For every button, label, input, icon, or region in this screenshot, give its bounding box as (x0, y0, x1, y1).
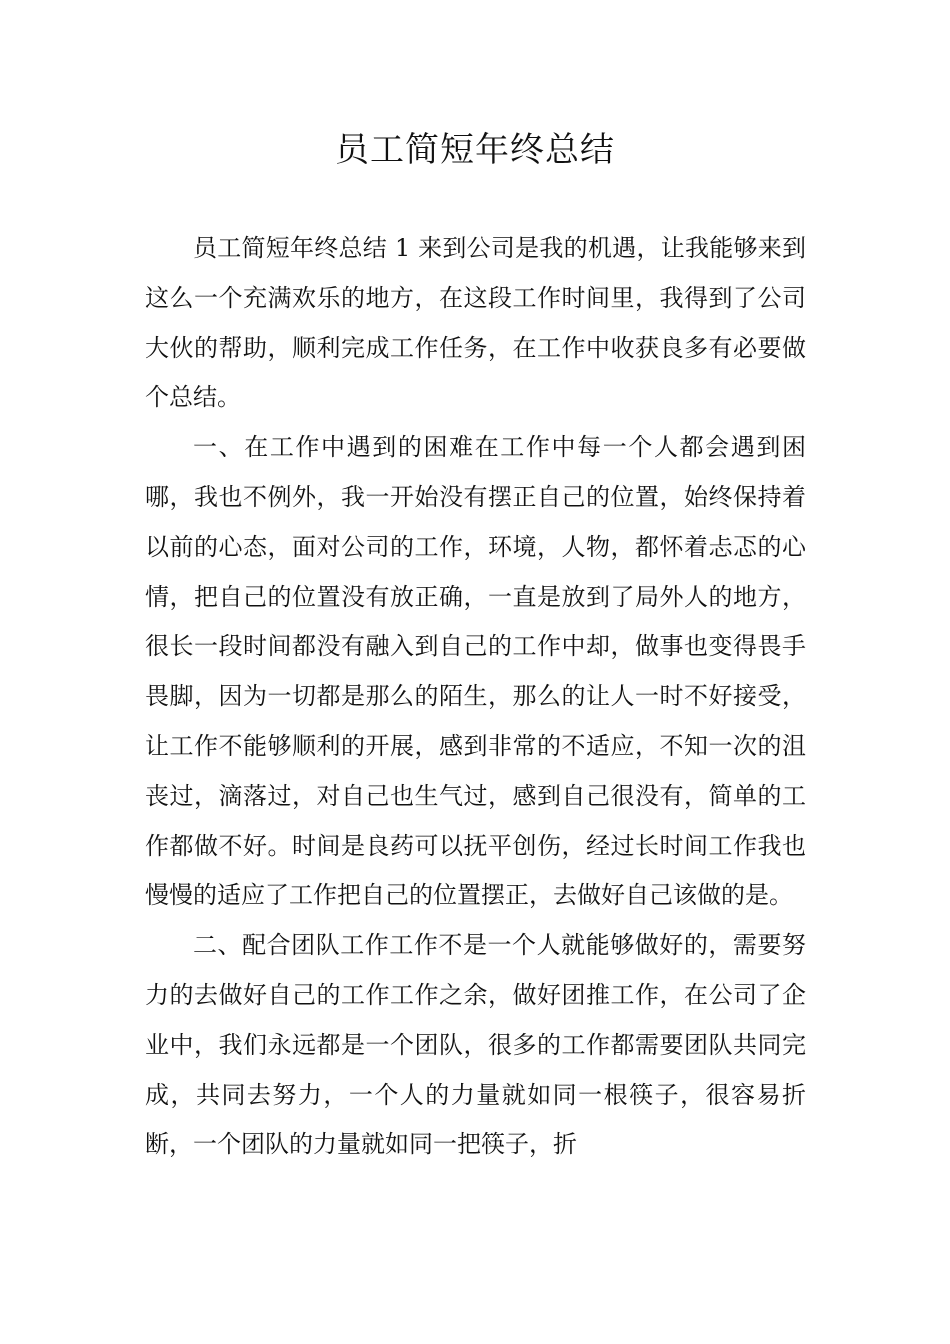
document-title: 员工简短年终总结 (335, 130, 615, 170)
document-body (145, 224, 806, 1170)
paragraph-teamwork: 二、配合团队工作工作不是一个人就能够做好的，需要努力的去做好自己的工作工作之余，做好团推工作，在公司了企业中，我们永远都是一个团队，很多的工作都需要团队共同完成，共同去努力，一个人的力量就如同一根筷子，很容易折断，一个团队的力量就如同一把筷子，折 (145, 931, 806, 1159)
paragraph-intro: 员工简短年终总结 1 来到公司是我的机遇，让我能够来到这么一个充满欢乐的地方，在这段工作时间里，我得到了公司大伙的帮助，顺利完成工作任务，在工作中收获良多有必要做个总结。 (145, 234, 806, 412)
paragraph-difficulties: 一、在工作中遇到的困难在工作中每一个人都会遇到困哪，我也不例外，我一开始没有摆正自己的位置，始终保持着以前的心态，面对公司的工作，环境，人物，都怀着忐忑的心情，把自己的位置没有放正确，一直是放到了局外人的地方，很长一段时间都没有融入到自己的工作中却，做事也变得畏手畏脚，因为一切都是那么的陌生，那么的让人一时不好接受，让工作不能够顺利的开展，感到非常的不适应，不知一次的沮丧过，滴落过，对自己也生气过，感到自己很没有，简单的工作都做不好。时间是良药可以抚平创伤，经过长时间工作我也慢慢的适应了工作把自己的位置摆正，去做好自己该做的是。 (145, 433, 806, 910)
